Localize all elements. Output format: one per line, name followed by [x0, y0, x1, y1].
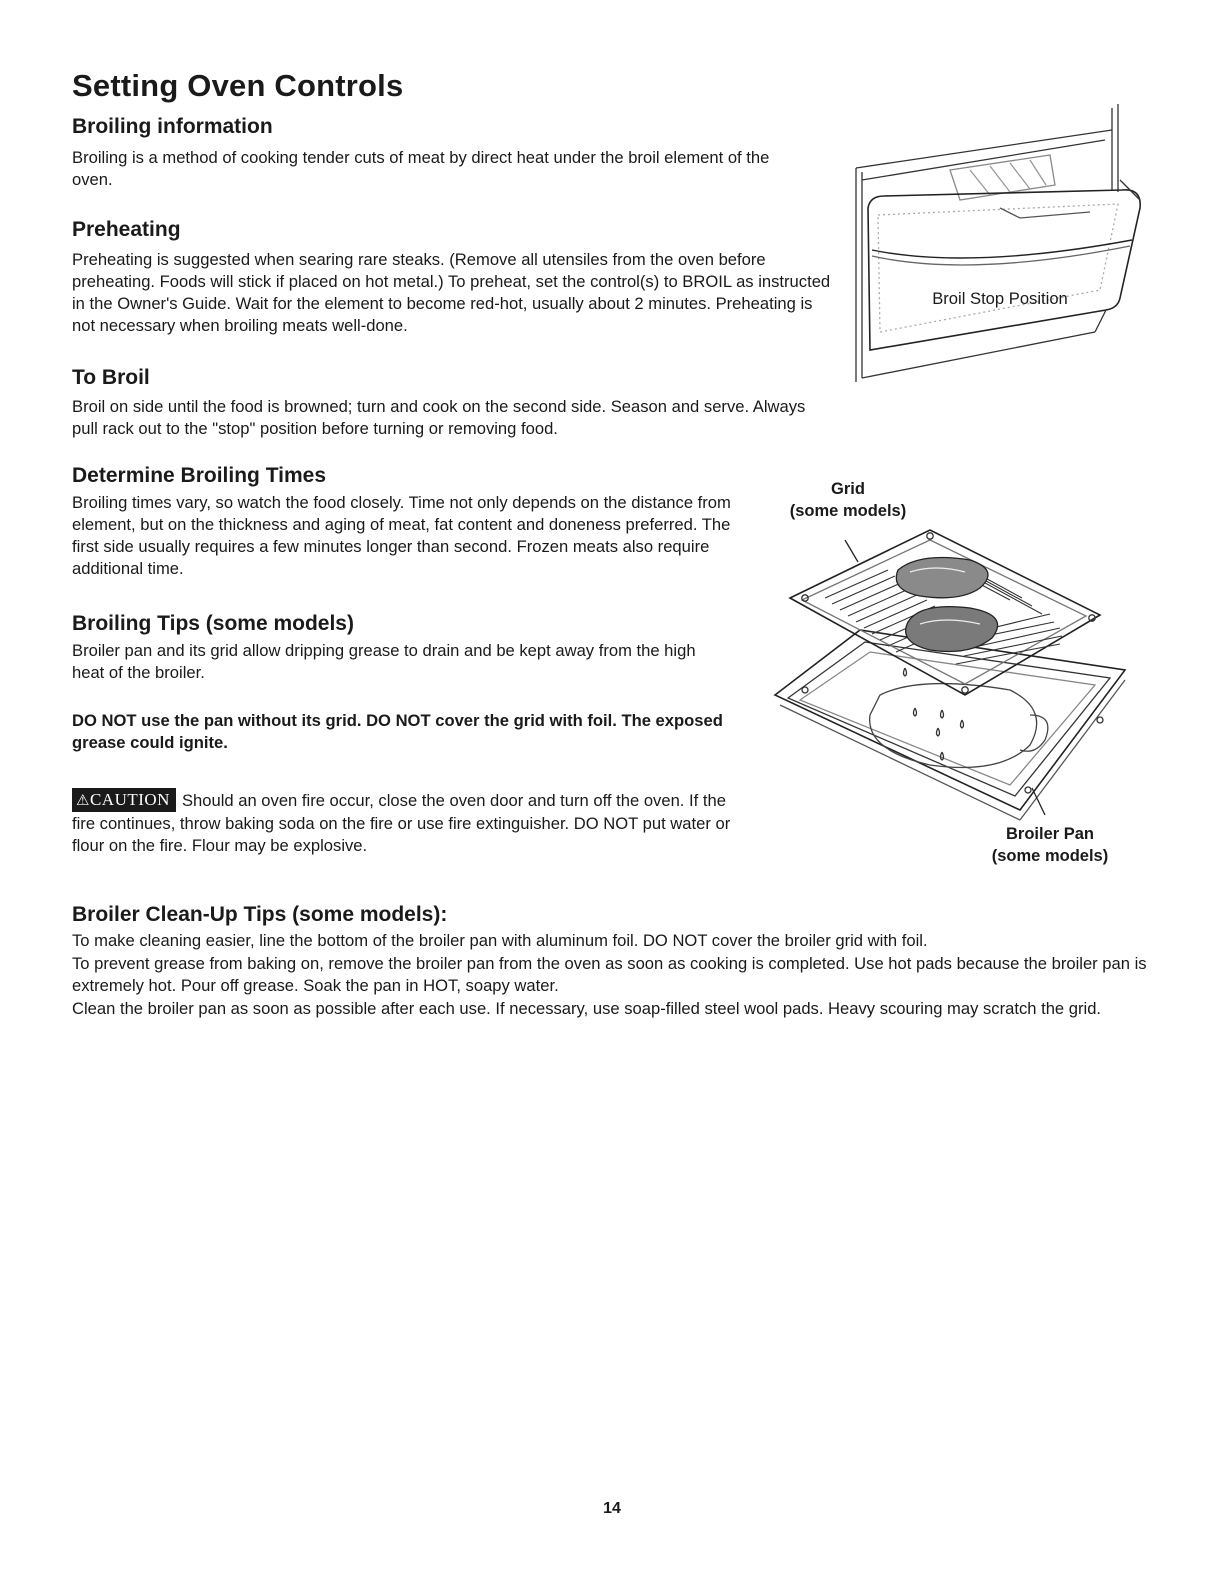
- heading-preheating: Preheating: [72, 218, 181, 241]
- caution-block: [72, 788, 752, 858]
- heading-cleanup-tips: Broiler Clean-Up Tips (some models):: [72, 903, 448, 926]
- pan-sub-label: (some models): [991, 847, 1109, 865]
- preheating-text: Preheating is suggested when searing rare steaks. (Remove all utensiles from the oven before preheating. Foods will stick if placed on hot metal.) To preheat, set the control(s) to BROIL as instructed in the Owner's Guide. Wait for the element to become red-hot, usually about 2 minutes. Preheating is not necessary when broiling meats well-done.: [72, 250, 831, 335]
- cleanup-text: [72, 930, 1152, 1020]
- caution-badge-label: CAUTION: [89, 790, 170, 809]
- grid-label: Grid: [831, 480, 865, 498]
- cleanup-paragraph-3: Clean the broiler pan as soon as possible after each use. If necessary, use soap-filled steel wool pads. Heavy scouring may scratch the grid.: [72, 998, 1102, 1018]
- broiler-pan-illustration: [770, 510, 1130, 830]
- determine-times-text: Broiling times vary, so watch the food closely. Time not only depends on the distance from element, but on the thickness and aging of meat, fat content and doneness preferred. The first side usually requires a few minutes longer than second. Frozen meats also require additional time.: [72, 493, 731, 578]
- heading-determine-broiling-times: Determine Broiling Times: [72, 464, 327, 487]
- cleanup-paragraph-2: To prevent grease from baking on, remove the broiler pan from the oven as soon as cooking is completed. Use hot pads because the broiler pan is extremely hot. Pour off grease. Soak the pan in HOT, soapy water.: [72, 953, 1147, 995]
- broiling-warning: DO NOT use the pan without its grid. DO NOT cover the grid with foil. The exposed grease could ignite.: [72, 711, 723, 752]
- oven-illustration: [850, 100, 1150, 390]
- heading-broiling-information: Broiling information: [72, 115, 273, 138]
- grid-sub-label: (some models): [789, 502, 907, 520]
- oven-figure-label: Broil Stop Position: [932, 289, 1068, 308]
- heading-broiling-tips: Broiling Tips (some models): [72, 612, 354, 635]
- caution-badge: [72, 788, 176, 812]
- broiling-information-text: Broiling is a method of cooking tender cuts of meat by direct heat under the broil element of the oven.: [72, 148, 770, 189]
- heading-to-broil: To Broil: [72, 366, 150, 389]
- to-broil-text: Broil on side until the food is browned; turn and cook on the second side. Season and serve. Always pull rack out to the "stop" position before turning or removing food.: [72, 397, 806, 438]
- page-number: 14: [603, 1500, 621, 1517]
- broiling-tips-text: Broiler pan and its grid allow dripping grease to drain and be kept away from the high heat of the broiler.: [72, 641, 696, 682]
- cleanup-paragraph-1: To make cleaning easier, line the bottom of the broiler pan with aluminum foil. DO NOT cover the broiler grid with foil.: [72, 931, 928, 950]
- caution-text: Should an oven fire occur, close the oven door and turn off the oven. If the fire continues, throw baking soda on the fire or use fire extinguisher. DO NOT put water or flour on the fire. Flour may be explosive.: [72, 791, 731, 855]
- page-title: Setting Oven Controls: [72, 68, 404, 103]
- warning-triangle-icon: ⚠: [76, 793, 90, 809]
- pan-label: Broiler Pan: [1005, 825, 1095, 843]
